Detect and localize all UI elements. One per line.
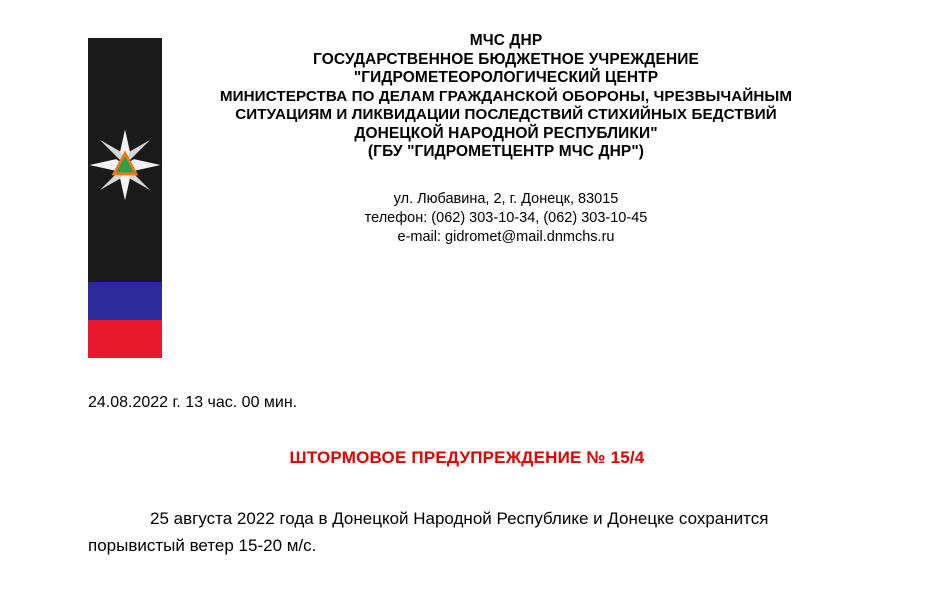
warning-body <box>88 505 818 559</box>
warning-body-text: 25 августа 2022 года в Донецкой Народной Республике и Донецке сохранится порывистый ветер 15-20 м/с. <box>88 509 769 555</box>
org-line-5: СИТУАЦИЯМ И ЛИКВИДАЦИИ ПОСЛЕДСТВИЙ СТИХИЙНЫХ БЕДСТВИЙ <box>235 106 777 123</box>
org-line-3: "ГИДРОМЕТЕОРОЛОГИЧЕСКИЙ ЦЕНТР <box>353 69 659 86</box>
org-line-1: МЧС ДНР <box>469 32 543 49</box>
contact-email: e-mail: gidromet@mail.dnmchs.ru <box>397 229 615 245</box>
org-line-6: ДОНЕЦКОЙ НАРОДНОЙ РЕСПУБЛИКИ" <box>354 124 658 142</box>
issue-datetime: 24.08.2022 г. 13 час. 00 мин. <box>88 394 298 411</box>
emblem-flag-column <box>88 38 162 358</box>
flag-stripe-red <box>88 320 162 358</box>
contact-phone: телефон: (062) 303-10-34, (062) 303-10-45 <box>364 210 648 226</box>
org-line-7: (ГБУ "ГИДРОМЕТЦЕНТР МЧС ДНР") <box>367 143 645 160</box>
organization-contacts <box>186 190 826 247</box>
mchs-star-icon <box>88 128 162 202</box>
org-line-4: МИНИСТЕРСТВА ПО ДЕЛАМ ГРАЖДАНСКОЙ ОБОРОНЫ, ЧРЕЗВЫЧАЙНЫМ <box>219 87 793 105</box>
org-line-2: ГОСУДАРСТВЕННОЕ БЮДЖЕТНОЕ УЧРЕЖДЕНИЕ <box>313 50 699 68</box>
contact-address: ул. Любавина, 2, г. Донецк, 83015 <box>393 191 619 207</box>
organization-name <box>186 32 826 162</box>
flag-stripe-blue <box>88 282 162 320</box>
page-title: ШТОРМОВОЕ ПРЕДУПРЕЖДЕНИЕ № 15/4 <box>289 448 645 467</box>
